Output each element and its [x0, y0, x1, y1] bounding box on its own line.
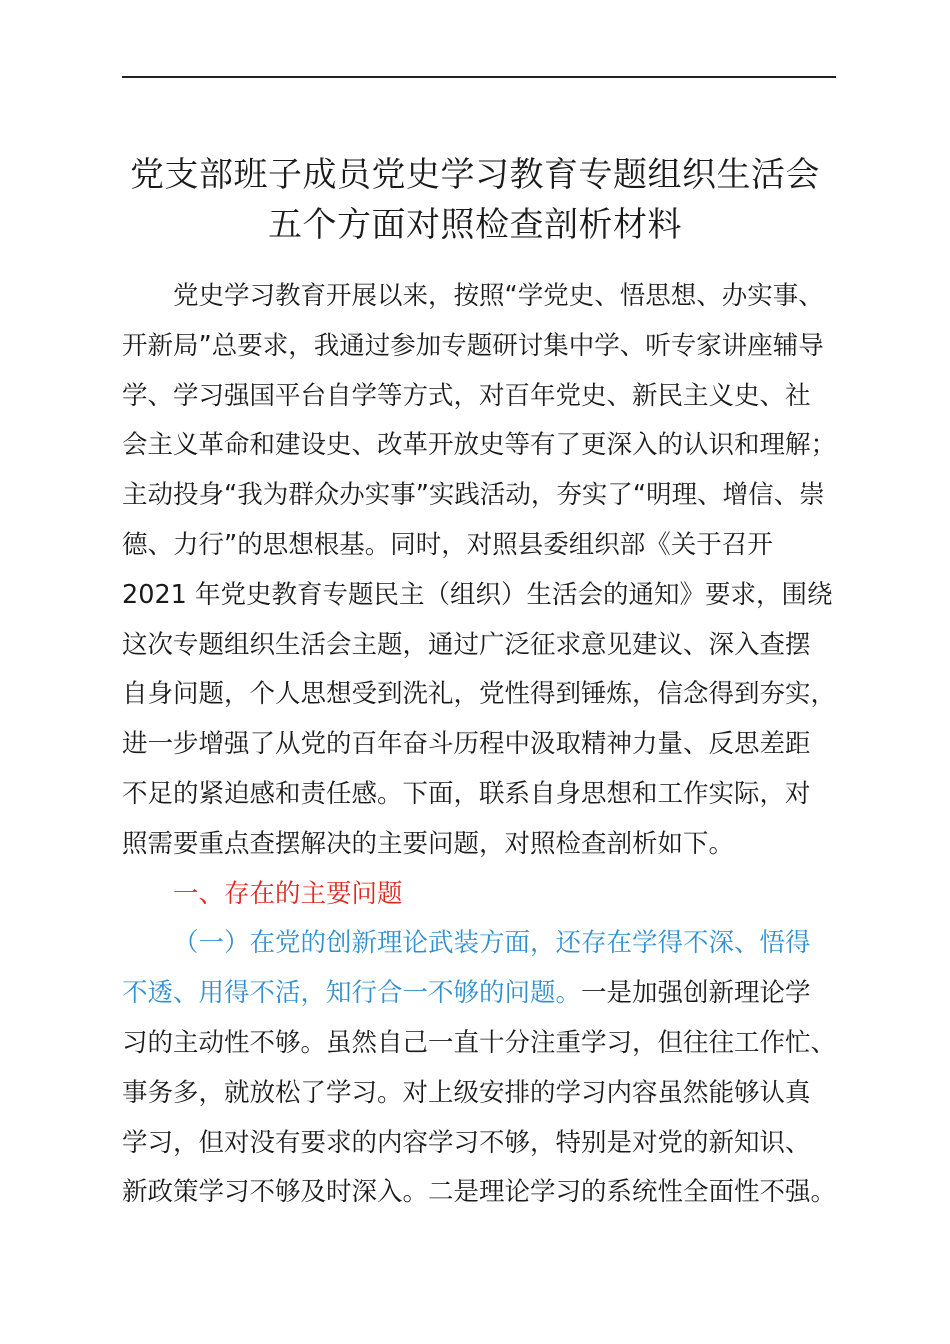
intro-line: 照需要重点查摆解决的主要问题，对照检查剖析如下。 [122, 828, 735, 859]
subsection-heading: （一）在党的创新理论武装方面，还存在学得不深、悟得 [173, 928, 811, 959]
subsection-continuation [122, 969, 838, 1019]
intro-line: 学、学习强国平台自学等方式，对百年党史、新民主义史、社 [122, 380, 811, 411]
detail-line: 新政策学习不够及时深入。二是理论学习的系统性全面性不强。 [122, 1177, 837, 1208]
intro-line: 会主义革命和建设史、改革开放史等有了更深入的认识和理解； [122, 430, 837, 461]
detail-start: 一是加强创新理论学 [581, 978, 811, 1009]
title-line-2: 五个方面对照检查剖析材料 [268, 205, 682, 245]
document-body [122, 272, 838, 1218]
intro-line: 德、力行”的思想根基。同时，对照县委组织部《关于召开 [122, 529, 773, 560]
intro-line: 2021 年党史教育专题民主（组织）生活会的通知》要求，围绕 [122, 579, 833, 610]
subsection-heading-tail: 不透、用得不活，知行合一不够的问题。 [122, 978, 582, 1009]
title-line-1: 党支部班子成员党史学习教育专题组织生活会 [130, 155, 820, 195]
section-heading: 一、存在的主要问题 [173, 878, 403, 909]
document-title [100, 150, 850, 250]
intro-line: 这次专题组织生活会主题，通过广泛征求意见建议、深入查摆 [122, 629, 811, 660]
detail-line: 习的主动性不够。虽然自己一直十分注重学习，但往往工作忙、 [122, 1027, 837, 1058]
intro-line: 不足的紧迫感和责任感。下面，联系自身思想和工作实际，对 [122, 778, 811, 809]
intro-line: 进一步增强了从党的百年奋斗历程中汲取精神力量、反思差距 [122, 729, 811, 760]
intro-line: 主动投身“我为群众办实事”实践活动，夯实了“明理、增信、崇 [122, 480, 825, 511]
detail-line: 学习，但对没有要求的内容学习不够，特别是对党的新知识、 [122, 1127, 811, 1158]
header-rule [122, 76, 836, 78]
detail-line: 事务多，就放松了学习。对上级安排的学习内容虽然能够认真 [122, 1077, 811, 1108]
intro-line: 自身问题，个人思想受到洗礼，党性得到锤炼，信念得到夯实， [122, 679, 837, 710]
intro-line: 党史学习教育开展以来，按照“学党史、悟思想、办实事、 [173, 281, 824, 311]
intro-line: 开新局”总要求，我通过参加专题研讨集中学、听专家讲座辅导 [122, 330, 824, 361]
